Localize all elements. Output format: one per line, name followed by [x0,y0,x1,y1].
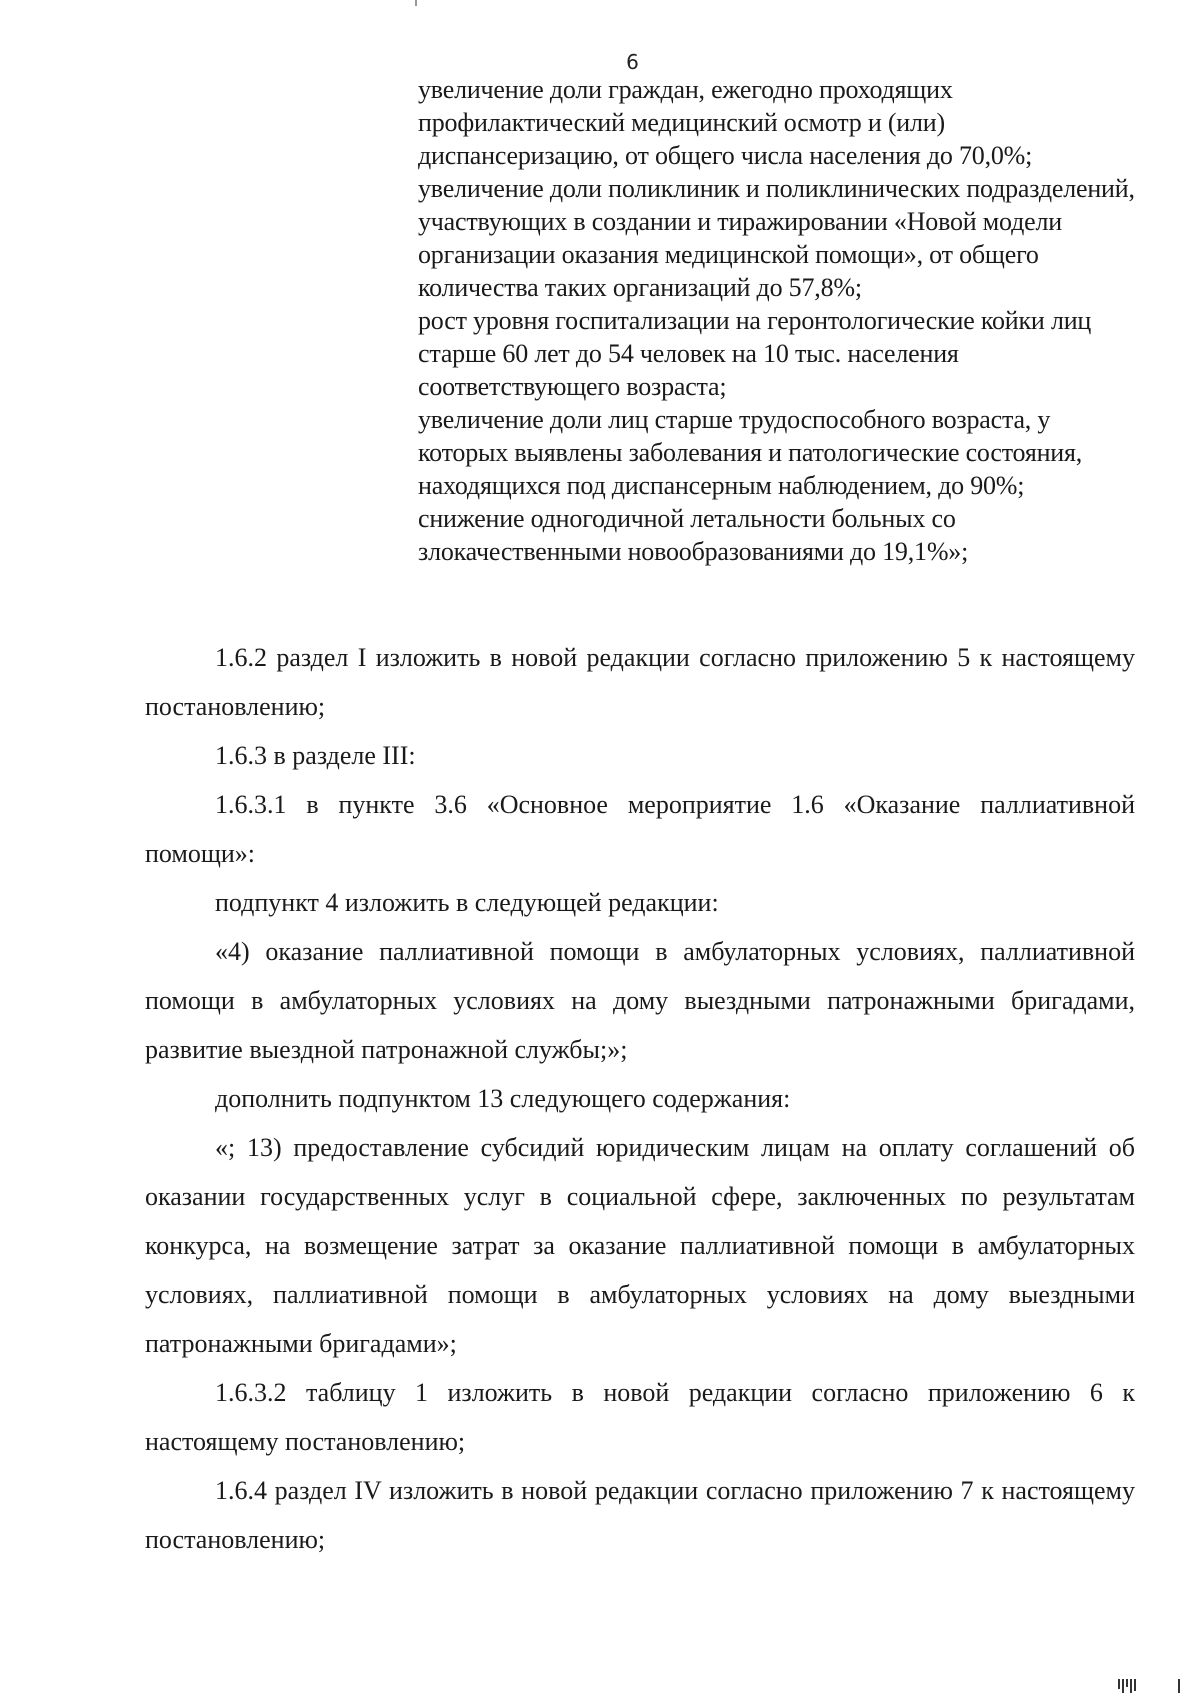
indicator-list [418,73,1138,568]
indicator-item: увеличение доли поликлиник и поликлинических подразделений, участвующих в создании и тиражировании «Новой модели организации оказания медицинской помощи», от общего количества таких организаций до 57,8%; [418,174,1135,302]
document-body [145,633,1135,1564]
paragraph: «; 13) предоставление субсидий юридическим лицам на оплату соглашений об оказании государственных услуг в социальной сфере, заключенных по результатам конкурса, на возмещение затрат за оказание паллиативной помощи в амбулаторных условиях, паллиативной помощи в амбулаторных условиях на дому выездными патронажными бригадами»; [145,1133,1135,1358]
indicator-item: рост уровня госпитализации на геронтологические койки лиц старше 60 лет до 54 человек на 10 тыс. населения соответствующего возраста; [418,306,1092,401]
indicator-item: увеличение доли лиц старше трудоспособного возраста, у которых выявлены заболевания и патологические состояния, находящихся под диспансерным наблюдением, до 90%; [418,405,1083,500]
paragraph: 1.6.3.1 в пункте 3.6 «Основное мероприятие 1.6 «Оказание паллиативной помощи»: [145,790,1135,868]
paragraph: 1.6.3.2 таблицу 1 изложить в новой редакции согласно приложению 6 к настоящему постановлению; [145,1378,1135,1456]
paragraph: подпункт 4 изложить в следующей редакции: [215,888,719,917]
paragraph: 1.6.4 раздел IV изложить в новой редакции согласно приложению 7 к настоящему постановлению; [145,1476,1135,1554]
paragraph: дополнить подпунктом 13 следующего содержания: [215,1084,791,1113]
scan-artifact-barcode [1118,1679,1180,1693]
paragraph: «4) оказание паллиативной помощи в амбулаторных условиях, паллиативной помощи в амбулаторных условиях на дому выездными патронажными бригадами, развитие выездной патронажной службы;»; [145,937,1135,1064]
indicator-item: увеличение доли граждан, ежегодно проходящих профилактический медицинский осмотр и (или) диспансеризацию, от общего числа населения до 70,0%; [418,75,1033,170]
indicator-item: снижение одногодичной летальности больных со злокачественными новообразованиями до 19,1%»; [418,504,969,566]
paragraph: 1.6.2 раздел I изложить в новой редакции согласно приложению 5 к настоящему постановлению; [145,643,1135,721]
paragraph: 1.6.3 в разделе III: [215,741,416,770]
scan-artifact-top [415,0,417,6]
page-number: 6 [626,50,639,74]
